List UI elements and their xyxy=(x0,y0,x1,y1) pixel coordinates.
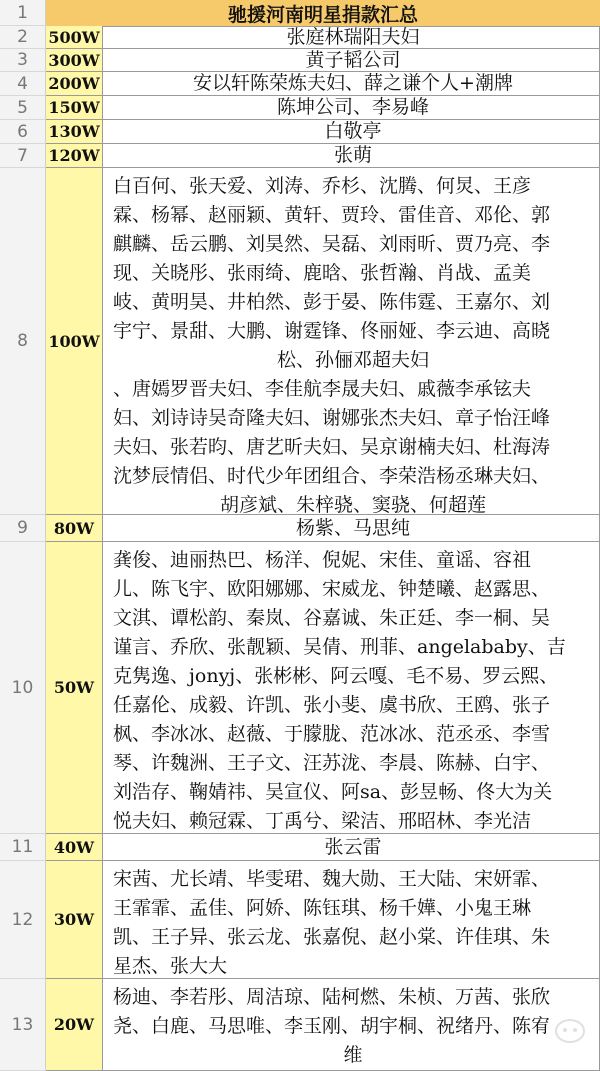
row-number[interactable]: 3 xyxy=(0,49,46,72)
names-line: 霖、杨幂、赵丽颖、黄轩、贾玲、雷佳音、邓伦、郭 xyxy=(113,201,593,230)
spreadsheet-row xyxy=(0,49,600,72)
row-number[interactable]: 2 xyxy=(0,26,46,49)
row-number[interactable]: 6 xyxy=(0,120,46,144)
names-line: 松、孙俪邓超夫妇 xyxy=(113,346,593,375)
spreadsheet-row xyxy=(0,542,600,834)
names-line: 沈梦辰情侣、时代少年团组合、李荣浩杨丞琳夫妇、 xyxy=(113,462,593,491)
amount-cell[interactable]: 500W xyxy=(46,26,103,49)
names-cell[interactable] xyxy=(103,542,600,834)
amount-cell[interactable]: 300W xyxy=(46,49,103,72)
names-line: 克隽逸、jonyj、张彬彬、阿云嘎、毛不易、罗云熙、 xyxy=(113,662,593,691)
names-line: 安以轩陈荣炼夫妇、薛之谦个人+潮牌 xyxy=(193,74,513,93)
names-cell[interactable] xyxy=(103,49,600,72)
names-line: 张云雷 xyxy=(324,838,381,857)
spreadsheet-row xyxy=(0,168,600,515)
amount-cell[interactable]: 150W xyxy=(46,96,103,120)
names-line: 枫、李冰冰、赵薇、于朦胧、范冰冰、范丞丞、李雪 xyxy=(113,720,593,749)
names-cell[interactable] xyxy=(103,861,600,979)
watermark-icon xyxy=(554,1016,594,1046)
spreadsheet-row xyxy=(0,515,600,542)
names-line: 麒麟、岳云鹏、刘昊然、吴磊、刘雨昕、贾乃亮、李 xyxy=(113,230,593,259)
spreadsheet-row xyxy=(0,26,600,49)
names-line: 白百何、张天爱、刘涛、乔杉、沈腾、何炅、王彦 xyxy=(113,172,593,201)
names-line: 任嘉伦、成毅、许凯、张小斐、虞书欣、王鸥、张子 xyxy=(113,691,593,720)
row-number[interactable]: 9 xyxy=(0,515,46,542)
names-line: 宋茜、尤长靖、毕雯珺、魏大勋、王大陆、宋妍霏、 xyxy=(113,865,593,894)
spreadsheet-row xyxy=(0,144,600,168)
spreadsheet-row xyxy=(0,120,600,144)
names-line: 现、关晓彤、张雨绮、鹿晗、张哲瀚、肖战、孟美 xyxy=(113,259,593,288)
row-number[interactable]: 4 xyxy=(0,72,46,96)
names-line: 杨迪、李若彤、周洁琼、陆柯燃、朱桢、万茜、张欣 xyxy=(113,983,593,1012)
names-line: 岐、黄明昊、井柏然、彭于晏、陈伟霆、王嘉尔、刘 xyxy=(113,288,593,317)
names-line: 黄子韬公司 xyxy=(305,51,400,70)
row-number[interactable]: 5 xyxy=(0,96,46,120)
names-line: 陈坤公司、李易峰 xyxy=(277,98,429,117)
names-line: 刘浩存、鞠婧祎、吴宣仪、阿sa、彭昱畅、佟大为关 xyxy=(113,778,593,807)
names-line: 、唐嫣罗晋夫妇、李佳航李晟夫妇、戚薇李承铉夫 xyxy=(113,375,593,404)
names-line: 悦夫妇、赖冠霖、丁禹兮、梁洁、邢昭林、李光洁 xyxy=(113,807,593,836)
amount-cell[interactable]: 100W xyxy=(46,168,103,515)
names-cell[interactable] xyxy=(103,96,600,120)
row-number[interactable]: 7 xyxy=(0,144,46,168)
names-line: 杨紫、马思纯 xyxy=(296,519,410,538)
row-number[interactable]: 12 xyxy=(0,861,46,979)
amount-cell[interactable]: 40W xyxy=(46,834,103,861)
amount-cell[interactable]: 120W xyxy=(46,144,103,168)
row-number[interactable]: 11 xyxy=(0,834,46,861)
row-number[interactable]: 1 xyxy=(0,0,46,26)
names-line: 白敬亭 xyxy=(324,122,381,141)
row-number[interactable]: 8 xyxy=(0,168,46,515)
names-cell[interactable] xyxy=(103,26,600,49)
names-line: 尧、白鹿、马思唯、李玉刚、胡宇桐、祝绪丹、陈宥 xyxy=(113,1012,593,1041)
amount-cell[interactable]: 80W xyxy=(46,515,103,542)
names-line: 儿、陈飞宇、欧阳娜娜、宋威龙、钟楚曦、赵露思、 xyxy=(113,575,593,604)
amount-cell[interactable]: 20W xyxy=(46,979,103,1071)
names-line: 张庭林瑞阳夫妇 xyxy=(286,28,419,47)
amount-cell[interactable]: 200W xyxy=(46,72,103,96)
names-cell[interactable] xyxy=(103,72,600,96)
names-cell[interactable] xyxy=(103,144,600,168)
spreadsheet-row xyxy=(0,979,600,1071)
names-line: 宇宁、景甜、大鹏、谢霆锋、佟丽娅、李云迪、高晓 xyxy=(113,317,593,346)
names-cell[interactable] xyxy=(103,834,600,861)
names-cell[interactable] xyxy=(103,168,600,515)
spreadsheet-row xyxy=(0,96,600,120)
spreadsheet-row xyxy=(0,834,600,861)
spreadsheet-row xyxy=(0,861,600,979)
row-number[interactable]: 10 xyxy=(0,542,46,834)
names-line: 维 xyxy=(113,1041,593,1070)
names-line: 龚俊、迪丽热巴、杨洋、倪妮、宋佳、童谣、容祖 xyxy=(113,546,593,575)
names-cell[interactable] xyxy=(103,515,600,542)
names-line: 凯、王子异、张云龙、张嘉倪、赵小棠、许佳琪、朱 xyxy=(113,923,593,952)
amount-cell[interactable]: 30W xyxy=(46,861,103,979)
names-line: 夫妇、张若昀、唐艺昕夫妇、吴京谢楠夫妇、杜海涛 xyxy=(113,433,593,462)
amount-cell[interactable]: 130W xyxy=(46,120,103,144)
amount-cell[interactable]: 50W xyxy=(46,542,103,834)
names-line: 文淇、谭松韵、秦岚、谷嘉诚、朱正廷、李一桐、吴 xyxy=(113,604,593,633)
names-line: 谨言、乔欣、张靓颖、吴倩、刑菲、angelababy、吉 xyxy=(113,633,593,662)
names-line: 妇、刘诗诗吴奇隆夫妇、谢娜张杰夫妇、章子怡汪峰 xyxy=(113,404,593,433)
names-line: 星杰、张大大 xyxy=(113,952,593,981)
row-number[interactable]: 13 xyxy=(0,979,46,1071)
names-line: 张萌 xyxy=(334,146,372,165)
names-cell[interactable] xyxy=(103,979,600,1071)
sheet-title[interactable]: 驰援河南明星捐款汇总 xyxy=(46,0,600,27)
names-cell[interactable] xyxy=(103,120,600,144)
names-line: 王霏霏、孟佳、阿娇、陈钰琪、杨千嬅、小鬼王琳 xyxy=(113,894,593,923)
spreadsheet-row xyxy=(0,72,600,96)
names-line: 琴、许魏洲、王子文、汪苏泷、李晨、陈赫、白宇、 xyxy=(113,749,593,778)
names-line: 胡彦斌、朱梓骁、窦骁、何超莲 xyxy=(113,491,593,520)
